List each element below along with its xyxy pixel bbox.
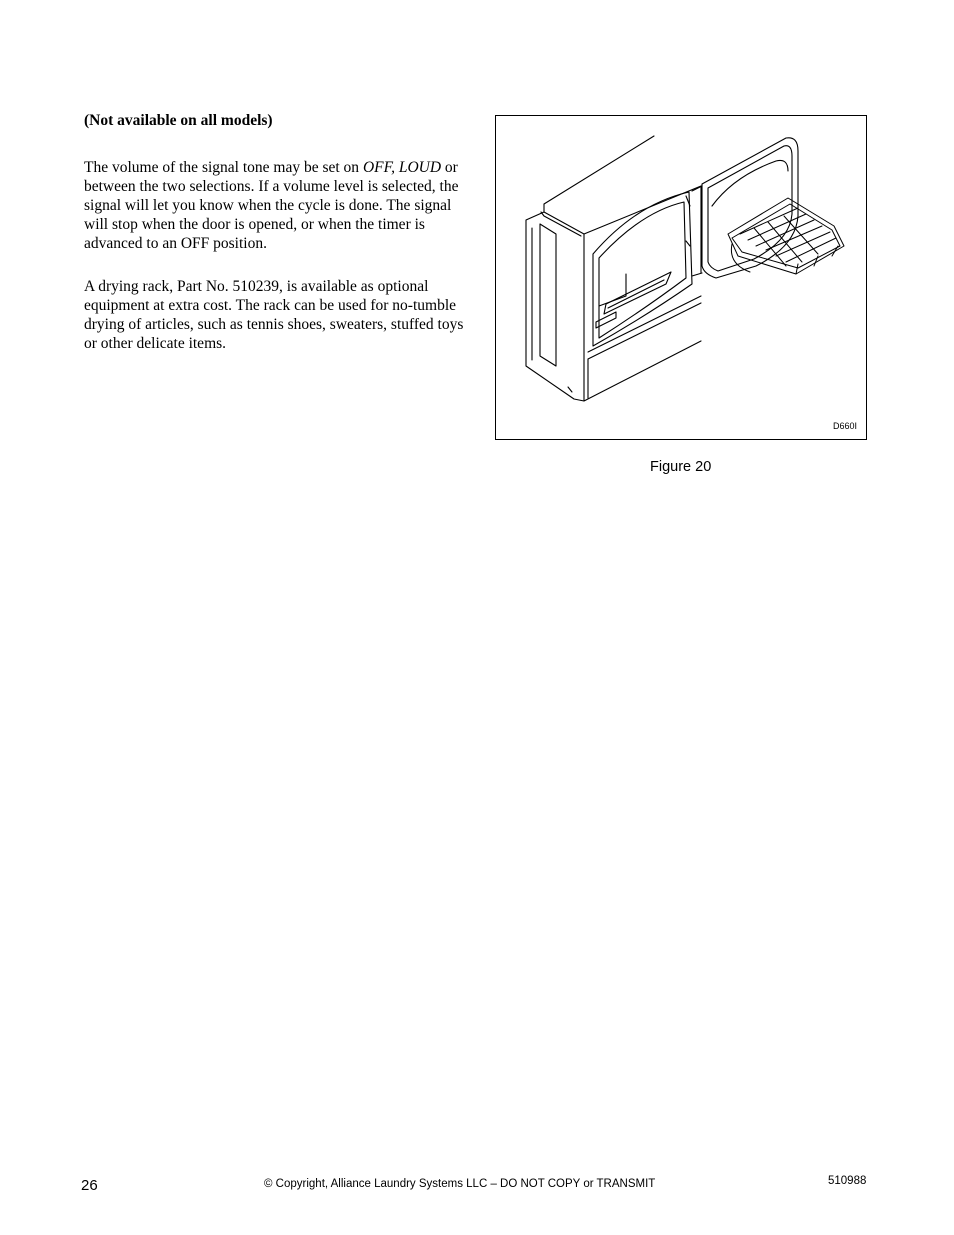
section-heading: (Not available on all models) bbox=[84, 112, 273, 129]
document-number: 510988 bbox=[828, 1175, 867, 1187]
dryer-rack-illustration bbox=[496, 116, 868, 441]
volume-off-label: OFF, bbox=[362, 159, 395, 176]
drying-rack bbox=[728, 198, 844, 274]
dryer-open-door bbox=[692, 138, 798, 278]
page-number: 26 bbox=[81, 1177, 98, 1194]
signal-volume-paragraph bbox=[84, 158, 464, 253]
figure-box bbox=[495, 115, 867, 440]
volume-loud-label: LOUD bbox=[398, 159, 442, 176]
figure-code: D660I bbox=[832, 421, 857, 431]
dryer-cabinet bbox=[526, 136, 701, 401]
drying-rack-paragraph: A drying rack, Part No. 510239, is available as optional equipment at extra cost. The rack can be used for no-tumble drying of articles, such as tennis shoes, sweaters, stuffed toys or other delicate items. bbox=[84, 278, 464, 352]
volume-text-start: The volume of the signal tone may be set on bbox=[84, 159, 363, 176]
copyright-notice: © Copyright, Alliance Laundry Systems LLC – DO NOT COPY or TRANSMIT bbox=[264, 1178, 656, 1190]
volume-text-end: or between the two selections. If a volume level is selected, the signal will let you know when the cycle is done. The signal will stop when the door is opened, or when the timer is advanced to an OFF position. bbox=[84, 159, 459, 252]
figure-caption: Figure 20 bbox=[650, 459, 712, 475]
dryer-drum-opening bbox=[593, 192, 692, 346]
